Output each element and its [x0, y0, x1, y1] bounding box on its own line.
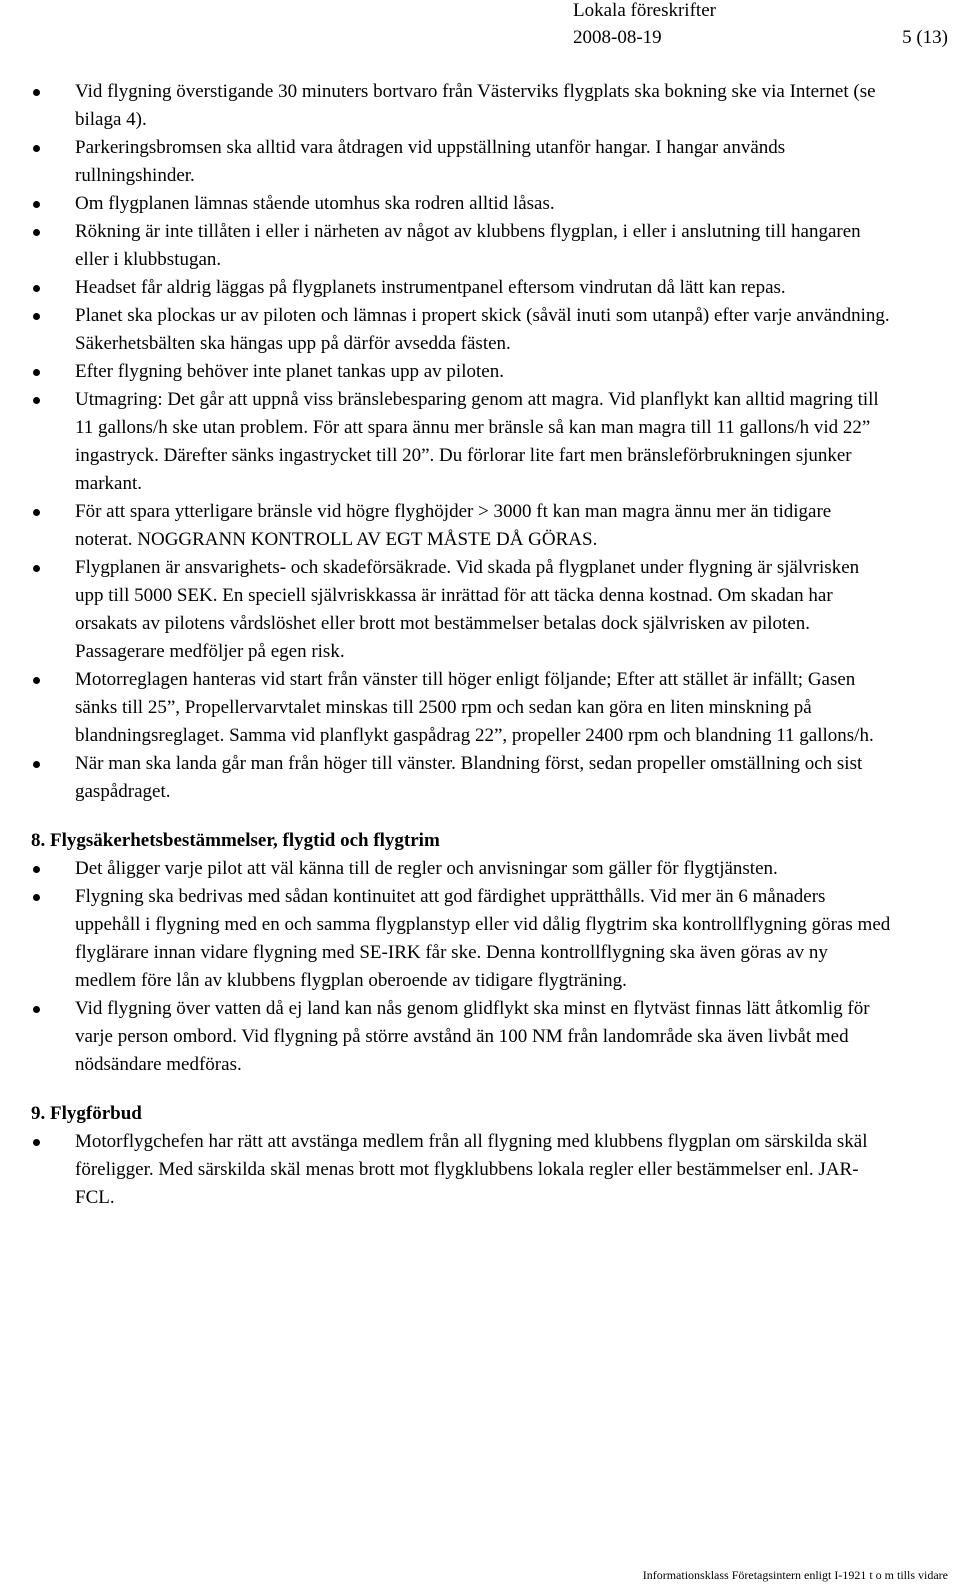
list-item: Det åligger varje pilot att väl känna till de regler och anvisningar som gäller för flygtjänsten. — [31, 855, 891, 883]
list-item: Rökning är inte tillåten i eller i närheten av något av klubbens flygplan, i eller i anslutning till hangaren eller i klubbstugan. — [31, 218, 891, 274]
list-item: Planet ska plockas ur av piloten och lämnas i propert skick (såväl inuti som utanpå) efter varje användning. Säkerhetsbälten ska hängas upp på därför avsedda fästen. — [31, 302, 891, 358]
list-item: Efter flygning behöver inte planet tankas upp av piloten. — [31, 358, 891, 386]
rules-list — [31, 78, 891, 806]
document-title: Lokala föreskrifter — [573, 0, 716, 21]
document-body — [31, 78, 891, 1212]
list-item: För att spara ytterligare bränsle vid högre flyghöjder > 3000 ft kan man magra ännu mer än tidigare noterat. NOGGRANN KONTROLL AV EGT MÅSTE DÅ GÖRAS. — [31, 498, 891, 554]
list-item: Vid flygning överstigande 30 minuters bortvaro från Västerviks flygplats ska bokning ske via Internet (se bilaga 4). — [31, 78, 891, 134]
section-8-list — [31, 855, 891, 1079]
document-date: 2008-08-19 — [573, 27, 662, 48]
list-item: Parkeringsbromsen ska alltid vara åtdragen vid uppställning utanför hangar. I hangar används rullningshinder. — [31, 134, 891, 190]
list-item: Motorflygchefen har rätt att avstänga medlem från all flygning med klubbens flygplan om särskilda skäl föreligger. Med särskilda skäl menas brott mot flygklubbens lokala regler eller bestämmelser enl. JAR-FCL. — [31, 1128, 891, 1212]
list-item: När man ska landa går man från höger till vänster. Blandning först, sedan propeller omställning och sist gaspådraget. — [31, 750, 891, 806]
list-item: Utmagring: Det går att uppnå viss bränslebesparing genom att magra. Vid planflykt kan alltid magring till 11 gallons/h ske utan problem. För att spara ännu mer bränsle så kan man magra till 11 gallons/h vid 22” ingastryck. Därefter sänks ingastrycket till 20”. Du förlorar lite fart men bränsleförbrukningen sjunker markant. — [31, 386, 891, 498]
list-item: Flygning ska bedrivas med sådan kontinuitet att god färdighet upprätthålls. Vid mer än 6 månaders uppehåll i flygning med en och samma flygplanstyp eller vid dålig flygtrim ska kontrollflygning göras med flyglärare innan vidare flygning med SE-IRK får ske. Denna kontrollflygning ska även göras av ny medlem före lån av klubbens flygplan oberoende av tidigare flygträning. — [31, 883, 891, 995]
classification-footer: Informationsklass Företagsintern enligt I-1921 t o m tills vidare — [642, 1568, 948, 1582]
list-item: Vid flygning över vatten då ej land kan nås genom glidflykt ska minst en flytväst finnas lätt åtkomlig för varje person ombord. Vid flygning på större avstånd än 100 NM från landområde ska även livbåt med nödsändare medföras. — [31, 995, 891, 1079]
list-item: Motorreglagen hanteras vid start från vänster till höger enligt följande; Efter att stället är infällt; Gasen sänks till 25”, Propellervarvtalet minskas till 2500 rpm och sedan kan göra en liten minskning på blandningsreglaget. Samma vid planflykt gaspådrag 22”, propeller 2400 rpm och blandning 11 gallons/h. — [31, 666, 891, 750]
section-8-heading: 8. Flygsäkerhetsbestämmelser, flygtid och flygtrim — [31, 830, 440, 851]
page-number: 5 (13) — [902, 27, 948, 48]
section-9-list — [31, 1128, 891, 1212]
list-item: Flygplanen är ansvarighets- och skadeförsäkrade. Vid skada på flygplanet under flygning är självrisken upp till 5000 SEK. En speciell självriskkassa är inrättad för att täcka denna kostnad. Om skadan har orsakats av pilotens vårdslöshet eller brott mot bestämmelser betalas dock självrisken av piloten. Passagerare medföljer på egen risk. — [31, 554, 891, 666]
list-item: Om flygplanen lämnas stående utomhus ska rodren alltid låsas. — [31, 190, 891, 218]
list-item: Headset får aldrig läggas på flygplanets instrumentpanel eftersom vindrutan då lätt kan repas. — [31, 274, 891, 302]
section-9-heading: 9. Flygförbud — [31, 1103, 142, 1124]
